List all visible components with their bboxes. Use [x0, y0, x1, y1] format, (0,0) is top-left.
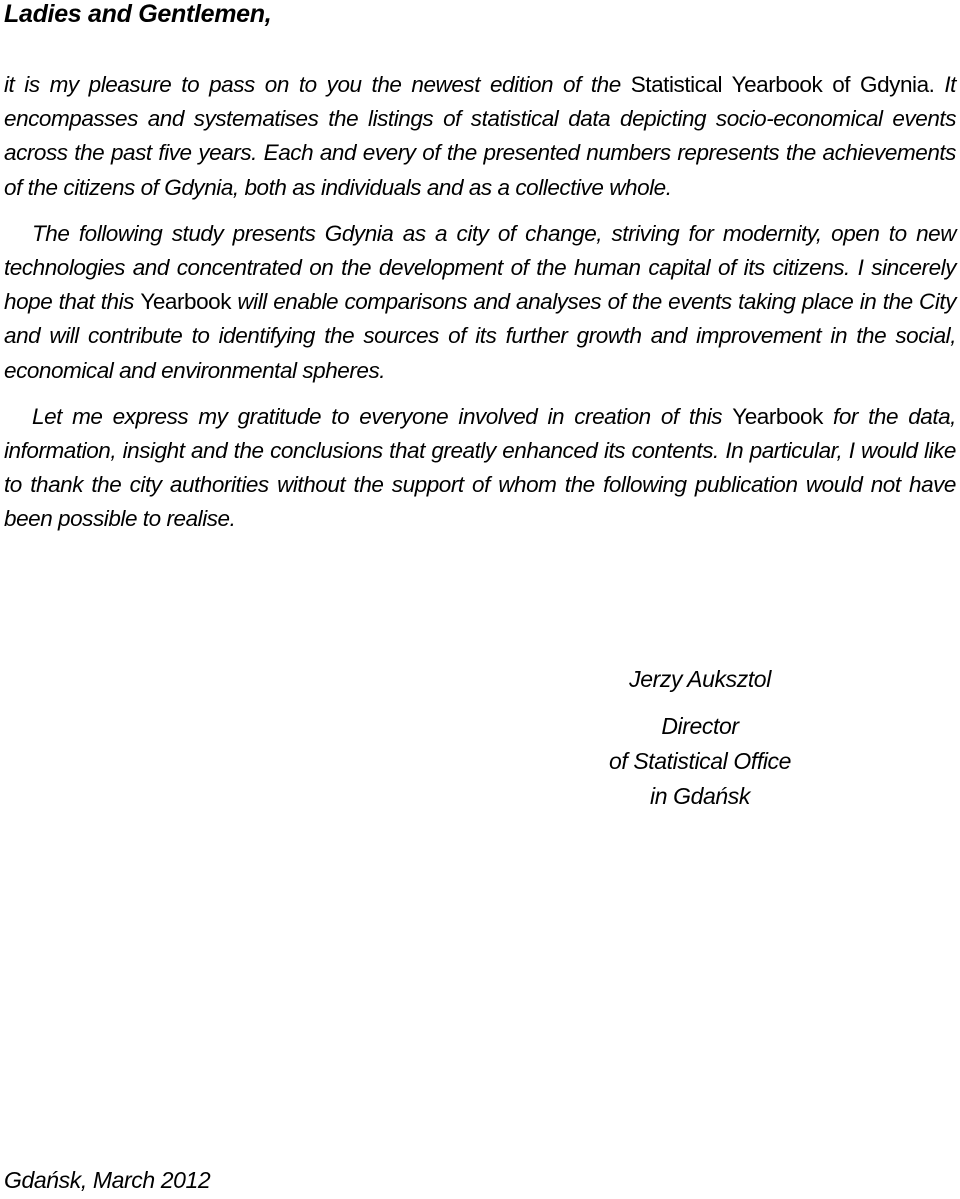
paragraph-gratitude-lead: Let me express my gratitude to everyone involved in creation of this	[32, 403, 733, 429]
signatory-title: Director	[661, 713, 739, 739]
paragraph-study-lead: The following study presents Gdynia as a city of change, striving for modernity, open to new technologies and concentrated on the development of the human capital of its citizens. I sincerely hope that this	[4, 220, 956, 315]
yearbook-title: Yearbook	[140, 289, 231, 315]
publication-title: Statistical Yearbook of Gdynia.	[630, 72, 935, 97]
paragraph-study-rest: will enable comparisons and analyses of the events taking place in the City and will contribute to identifying the sources of its further growth and improvement in the social, economical and environmental spheres.	[4, 289, 956, 383]
yearbook-title-2: Yearbook	[732, 403, 823, 429]
paragraph-intro	[4, 68, 956, 205]
signatory-name: Jerzy Auksztol	[629, 666, 771, 692]
signature-block	[560, 666, 840, 814]
signatory-location: in Gdańsk	[650, 783, 750, 809]
place-and-date: Gdańsk, March 2012	[4, 1167, 211, 1193]
salutation-heading: Ladies and Gentlemen,	[4, 0, 272, 28]
paragraph-study	[4, 217, 956, 388]
letter-body	[4, 68, 956, 549]
paragraph-gratitude	[4, 400, 956, 537]
paragraph-gratitude-rest: for the data, information, insight and the conclusions that greatly enhanced its contents. In particular, I would like to thank the city authorities without the support of whom the following publication would not have been possible to realise.	[4, 403, 956, 532]
paragraph-intro-lead: it is my pleasure to pass on to you the newest edition of the	[4, 72, 631, 97]
signatory-office: of Statistical Office	[608, 748, 792, 774]
paragraph-intro-rest: It encompasses and systematises the listings of statistical data depicting socio-economical events across the past five years. Each and every of the presented numbers represents the achievements of the citizens of Gdynia, both as individuals and as a collective whole.	[4, 72, 956, 200]
